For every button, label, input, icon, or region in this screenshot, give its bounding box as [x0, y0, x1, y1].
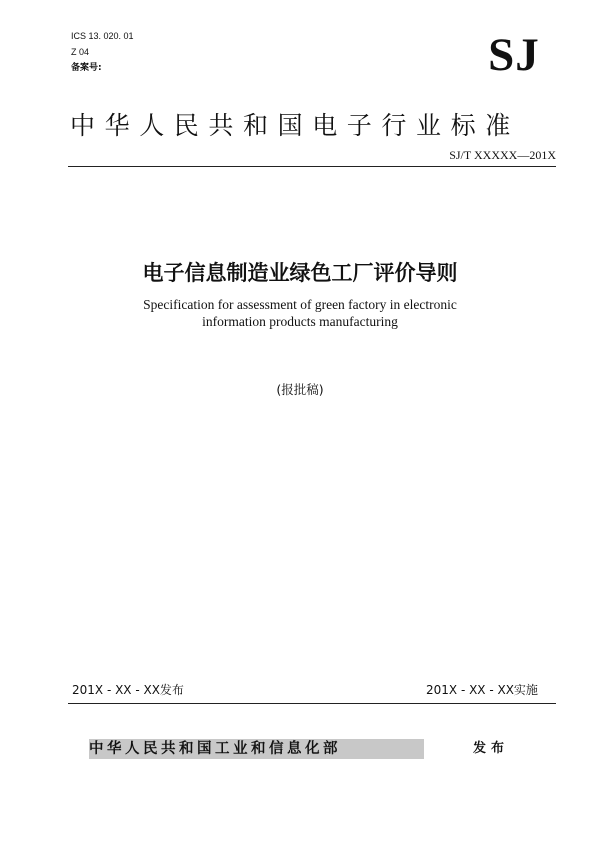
issuing-authority: 中华人民共和国工业和信息化部 [89, 739, 424, 759]
record-number-label: 备案号: [71, 63, 102, 73]
draft-status: (报批稿) [276, 382, 324, 397]
title-en-line-1: Specification for assessment of green factory in electronic [143, 297, 457, 312]
sj-logo: SJ [488, 29, 540, 81]
document-title-english [100, 296, 500, 330]
header-divider [68, 166, 556, 167]
title-en-line-2: information products manufacturing [202, 314, 398, 329]
issue-label: 发布 [473, 741, 510, 756]
standard-category-title: 中华人民共和国电子行业标准 [70, 111, 520, 140]
document-title-chinese: 电子信息制造业绿色工厂评价导则 [142, 261, 458, 285]
classification-code: Z 04 [71, 47, 90, 57]
publish-date: 201X - XX - XX发布 [72, 683, 184, 697]
footer-divider [68, 703, 556, 704]
ics-code: ICS 13. 020. 01 [71, 31, 134, 41]
standard-number: SJ/T XXXXX—201X [449, 148, 556, 162]
implement-date: 201X - XX - XX实施 [426, 683, 538, 697]
